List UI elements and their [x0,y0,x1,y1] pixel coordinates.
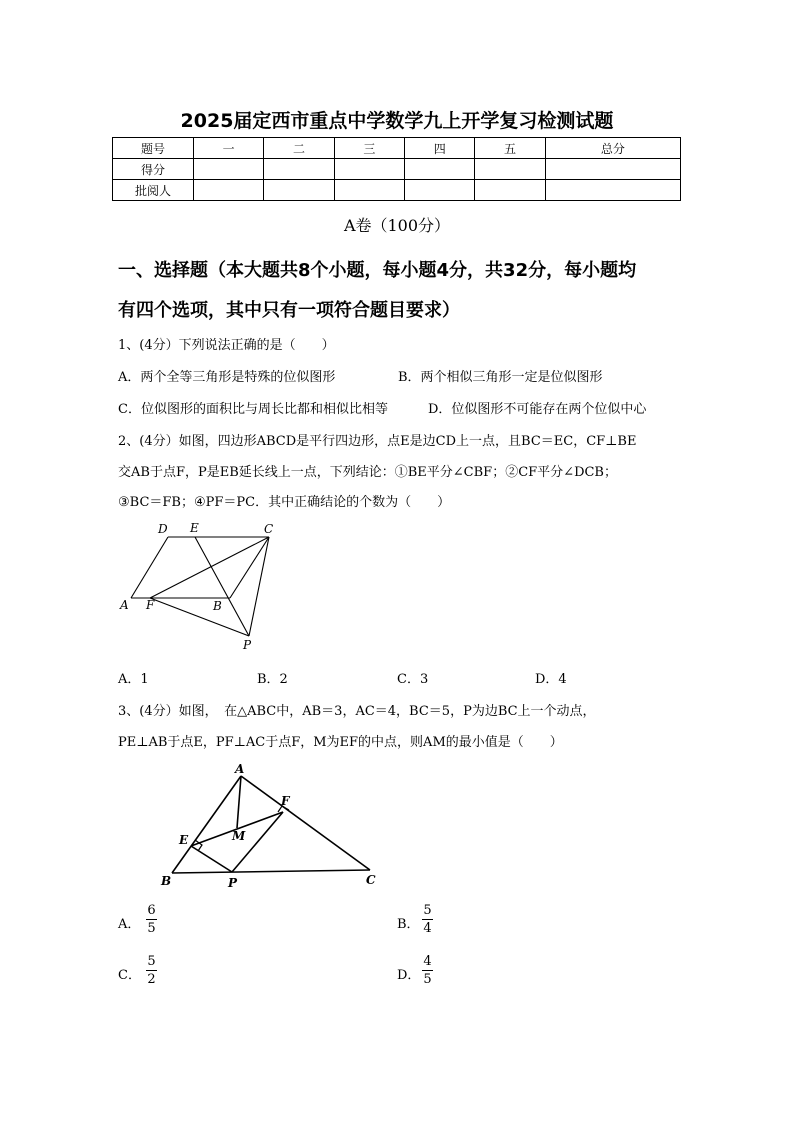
header-cell: 总分 [545,138,680,159]
point-label-a: A [235,762,245,776]
score-cell [334,159,404,180]
denominator: 2 [147,972,156,987]
section-heading-line2: 有四个选项，其中只有一项符合题目要求） [118,300,460,321]
q3-option-d-fraction [422,954,433,987]
reviewer-cell [545,180,680,201]
score-cell [405,159,475,180]
point-label-c: C [366,873,376,887]
reviewer-cell [475,180,545,201]
edge-ab [172,776,241,873]
q2-option-d: D．4 [535,672,567,687]
point-label-f: F [281,794,290,808]
numerator: 4 [423,954,432,969]
numerator: 5 [147,954,156,969]
reviewer-row [113,180,681,201]
score-table-header-row [113,138,681,159]
point-label-f: F [146,598,155,612]
reviewer-cell [194,180,264,201]
header-cell: 一 [194,138,264,159]
point-label-b: B [161,874,172,888]
point-label-c: C [264,522,274,536]
q2-stem-line3: ③BC＝FB；④PF＝PC．其中正确结论的个数为（ ） [118,495,451,510]
q3-option-c-fraction [146,954,157,987]
reviewer-cell [334,180,404,201]
q1-option-c: C．位似图形的面积比与周长比都和相似比相等 [118,402,388,417]
line-fc [150,537,269,598]
point-label-a: A [120,598,129,612]
score-cell [475,159,545,180]
numerator: 6 [147,903,156,918]
point-label-p: P [243,638,252,652]
reviewer-cell [405,180,475,201]
score-cell [545,159,680,180]
point-label-m: M [232,829,246,843]
reviewer-cell [264,180,334,201]
line-am [237,776,241,828]
score-cell [264,159,334,180]
paper-label: A卷（100分） [343,216,451,235]
q3-option-d-label: D． [397,968,421,983]
q3-option-b-fraction [422,903,433,936]
header-cell: 题号 [113,138,194,159]
numerator: 5 [423,903,432,918]
page-title: 2025届定西市重点中学数学九上开学复习检测试题 [180,110,614,132]
q1-stem: 1、(4分）下列说法正确的是（ ） [118,338,335,353]
q3-figure [150,760,390,892]
denominator: 4 [423,921,432,936]
q3-option-c-label: C． [118,968,141,983]
point-label-p: P [228,876,238,890]
line-fp [150,598,249,636]
q2-stem-line2: 交AB于点F，P是EB延长线上一点，下列结论：①BE平分∠CBF；②CF平分∠DCB； [118,465,617,480]
score-cell [194,159,264,180]
q1-option-a: A．两个全等三角形是特殊的位似图形 [118,370,336,385]
edge-ac [241,776,370,870]
q2-stem-line1: 2、(4分）如图，四边形ABCD是平行四边形，点E是边CD上一点，且BC＝EC，CF⊥BE [118,434,637,449]
q2-option-c: C．3 [397,672,429,687]
point-label-e: E [190,521,199,535]
q3-stem-line1: 3、(4分）如图， 在△ABC中，AB＝3，AC＝4，BC＝5，P为边BC上一个动点， [118,704,596,719]
q2-option-b: B．2 [257,672,288,687]
q1-option-b: B．两个相似三角形一定是位似图形 [398,370,603,385]
row-label: 批阅人 [113,180,194,201]
line-pe [191,846,232,872]
denominator: 5 [147,921,156,936]
edge-ad [131,537,168,598]
q2-figure [112,518,292,653]
q2-option-a: A．1 [118,672,149,687]
q3-stem-line2: PE⊥AB于点E，PF⊥AC于点F，M为EF的中点，则AM的最小值是（ ） [118,735,563,750]
q3-option-b-label: B． [397,917,420,932]
point-label-e: E [179,833,189,847]
row-label: 得分 [113,159,194,180]
denominator: 5 [423,972,432,987]
header-cell: 四 [405,138,475,159]
header-cell: 三 [334,138,404,159]
q3-option-a-label: A． [118,917,141,932]
section-heading-line1: 一、选择题（本大题共8个小题，每小题4分，共32分，每小题均 [118,260,637,281]
point-label-d: D [158,522,168,536]
edge-bc [172,870,370,873]
point-label-b: B [213,599,222,613]
q1-option-d: D．位似图形不可能存在两个位似中心 [428,402,647,417]
header-cell: 二 [264,138,334,159]
score-table [112,137,681,201]
header-cell: 五 [475,138,545,159]
q3-option-a-fraction [146,903,157,936]
score-row [113,159,681,180]
